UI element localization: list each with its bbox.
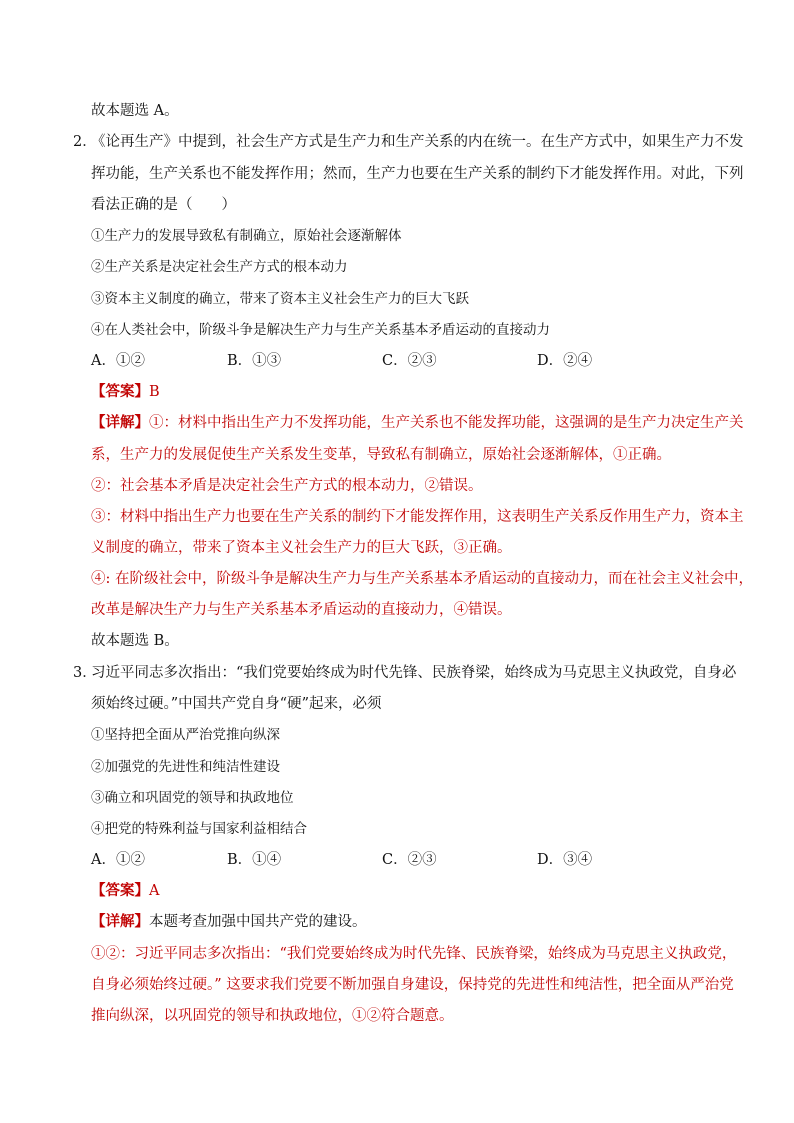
q3-option-d: D．③④ xyxy=(537,852,593,868)
q2-statement: ④在人类社会中，阶级斗争是解决生产力与生产关系基本矛盾运动的直接动力 xyxy=(91,322,550,338)
q3-statement: ③确立和巩固党的领导和执政地位 xyxy=(91,790,294,806)
q2-answer xyxy=(91,382,160,402)
q2-detail-line xyxy=(91,413,744,433)
q3-detail-line: ①②：习近平同志多次指出：“我们党要始终成为时代先锋、民族脊梁，始终成为马克思主义执政党， xyxy=(91,946,737,962)
q2-stem-line: 挥功能，生产关系也不能发挥作用；然而，生产力也要在生产关系的制约下才能发挥作用。对此，下列 xyxy=(91,166,744,182)
q3-stem-line: 习近平同志多次指出：“我们党要始终成为时代先锋、民族脊梁，始终成为马克思主义执政党，自身必 xyxy=(91,665,737,681)
answer-label: 【答案】 xyxy=(91,383,149,400)
q3-statement: ②加强党的先进性和纯洁性建设 xyxy=(91,759,280,775)
q3-option-b: B．①④ xyxy=(227,852,282,868)
q2-detail-line: ④: 在阶级社会中，阶级斗争是解决生产力与生产关系基本矛盾运动的直接动力，而在社会主义社会中， xyxy=(91,571,753,587)
q3-stem-line: 须始终过硬。”中国共产党自身“硬”起来，必须 xyxy=(91,696,382,712)
q3-option-a: A．①② xyxy=(91,852,145,868)
q3-statement: ④把党的特殊利益与国家利益相结合 xyxy=(91,821,307,837)
q2-detail-line: ③：材料中指出生产力也要在生产关系的制约下才能发挥作用，这表明生产关系反作用生产力，资本主 xyxy=(91,509,744,525)
q2-detail-line: ②：社会基本矛盾是决定社会生产方式的根本动力，②错误。 xyxy=(91,478,483,494)
q3-detail-line: 推向纵深，以巩固党的领导和执政地位，①②符合题意。 xyxy=(91,1008,454,1024)
q2-stem-line: 看法正确的是（ ） xyxy=(91,197,236,213)
q2-stem-line: 《论再生产》中提到，社会生产方式是生产力和生产关系的内在统一。在生产方式中，如果生产力不发 xyxy=(91,134,744,150)
q3-statement: ①坚持把全面从严治党推向纵深 xyxy=(91,727,280,743)
q2-detail-line: 系，生产力的发展促使生产关系发生变革，导致私有制确立，原始社会逐渐解体，①正确。 xyxy=(91,447,671,463)
answer-value: B xyxy=(149,384,160,400)
q3-option-c: C．②③ xyxy=(382,852,437,868)
q2-option-b: B．①③ xyxy=(227,353,282,369)
q3-number: 3． xyxy=(73,665,97,681)
answer-value: A xyxy=(149,883,160,899)
q3-detail-line: 自身必须始终过硬。” 这要求我们党要不断加强自身建设，保持党的先进性和纯洁性，把全面从严治党 xyxy=(91,977,734,993)
q2-option-d: D．②④ xyxy=(537,353,593,369)
answer-label: 【答案】 xyxy=(91,882,149,899)
q1-conclusion: 故本题选 A。 xyxy=(91,103,179,119)
q3-detail-intro xyxy=(91,912,367,932)
q2-statement: ③资本主义制度的确立，带来了资本主义社会生产力的巨大飞跃 xyxy=(91,291,469,307)
detail-label: 【详解】 xyxy=(91,414,149,431)
q2-conclusion: 故本题选 B。 xyxy=(91,633,179,649)
q2-detail-line: 义制度的确立，带来了资本主义社会生产力的巨大飞跃，③正确。 xyxy=(91,540,512,556)
detail-label: 【详解】 xyxy=(91,913,149,930)
q2-option-a: A．①② xyxy=(91,353,145,369)
q2-statement: ②生产关系是决定社会生产方式的根本动力 xyxy=(91,259,348,275)
q2-option-c: C．②③ xyxy=(382,353,437,369)
detail-text: ①：材料中指出生产力不发挥功能，生产关系也不能发挥功能，这强调的是生产力决定生产关 xyxy=(149,415,744,431)
q2-number: 2． xyxy=(73,134,97,150)
detail-text: 本题考查加强中国共产党的建设。 xyxy=(149,914,367,930)
q3-answer xyxy=(91,881,159,901)
q2-detail-line: 改革是解决生产力与生产关系基本矛盾运动的直接动力，④错误。 xyxy=(91,602,512,618)
q2-statement: ①生产力的发展导致私有制确立，原始社会逐渐解体 xyxy=(91,228,402,244)
